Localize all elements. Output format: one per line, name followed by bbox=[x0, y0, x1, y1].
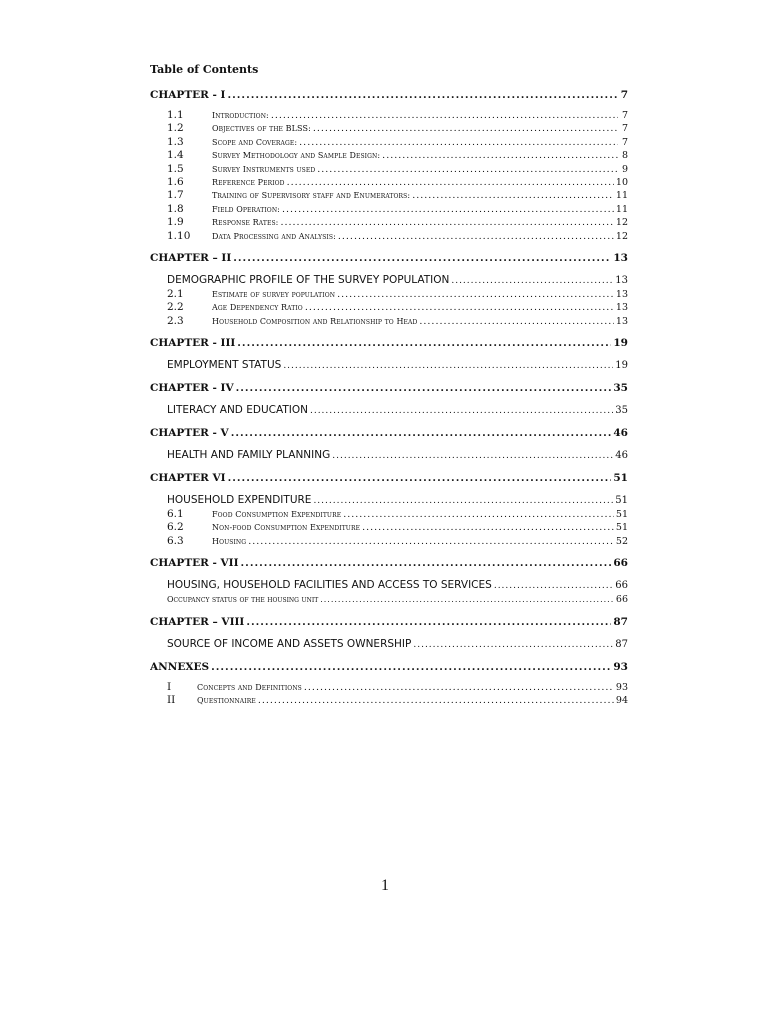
toc-entry[interactable] bbox=[150, 109, 628, 122]
entry-title: Introduction: bbox=[212, 111, 269, 120]
entry-page: 12 bbox=[615, 217, 628, 229]
chapter-main-entry[interactable] bbox=[150, 402, 628, 418]
entry-number: 1.7 bbox=[167, 189, 184, 202]
chapter-heading[interactable] bbox=[150, 425, 628, 441]
chapter-title: CHAPTER - VII bbox=[150, 557, 239, 570]
chapter-page: 19 bbox=[613, 337, 628, 350]
entry-page: 51 bbox=[615, 522, 628, 534]
chapter-page: 93 bbox=[613, 660, 628, 673]
entry-number: 6.3 bbox=[167, 534, 184, 547]
entry-title: Estimate of survey population bbox=[212, 289, 336, 299]
chapter-main-entry[interactable] bbox=[150, 492, 628, 508]
entry-page: 13 bbox=[615, 288, 628, 300]
entry-title: Food Consumption Expenditure bbox=[212, 510, 342, 520]
chapter-main-entry[interactable] bbox=[150, 357, 628, 373]
chapter-main-entry[interactable] bbox=[150, 577, 628, 593]
toc-entry[interactable] bbox=[150, 230, 628, 243]
entry-title: Field Operation: bbox=[212, 204, 280, 214]
chapter-page: 66 bbox=[613, 557, 628, 570]
entry-number: 2.1 bbox=[167, 287, 184, 300]
entry-page: 51 bbox=[615, 509, 628, 521]
entry-number: 1.1 bbox=[167, 109, 184, 121]
entry-number: 1.2 bbox=[167, 122, 184, 135]
toc-entry[interactable] bbox=[150, 508, 628, 521]
main-entry-title: EMPLOYMENT STATUS bbox=[167, 359, 282, 372]
entry-title: Occupancy status of the housing unit bbox=[167, 595, 319, 605]
main-entry-title: SOURCE OF INCOME AND ASSETS OWNERSHIP bbox=[167, 637, 412, 650]
toc-entry[interactable] bbox=[150, 216, 628, 229]
toc-entry[interactable] bbox=[150, 521, 628, 534]
chapter-title: CHAPTER - V bbox=[150, 427, 229, 440]
toc-entry[interactable] bbox=[150, 694, 628, 707]
chapter-page: 87 bbox=[613, 615, 628, 628]
entry-title: Concepts and Definitions bbox=[197, 682, 302, 692]
entry-page: 7 bbox=[621, 136, 628, 148]
entry-number: 2.3 bbox=[167, 314, 184, 327]
chapter-heading[interactable] bbox=[150, 555, 628, 571]
entry-title: Response Rates: bbox=[212, 218, 279, 228]
chapter-heading[interactable] bbox=[150, 614, 628, 630]
main-entry-page: 87 bbox=[615, 638, 628, 650]
chapter-main-entry[interactable] bbox=[150, 272, 628, 288]
chapter-page: 46 bbox=[613, 427, 628, 440]
entry-title: Survey Methodology and Sample Design: bbox=[212, 151, 381, 161]
entry-page: 11 bbox=[615, 190, 628, 202]
entry-page: 11 bbox=[615, 203, 628, 215]
entry-page: 10 bbox=[615, 176, 628, 188]
chapter-heading[interactable] bbox=[150, 380, 628, 396]
chapter-title: CHAPTER VI bbox=[150, 472, 226, 485]
toc-entry[interactable] bbox=[150, 681, 628, 694]
entry-number: 1.3 bbox=[167, 135, 184, 148]
entry-page: 12 bbox=[615, 230, 628, 242]
chapter-page: 35 bbox=[613, 382, 628, 395]
main-entry-page: 35 bbox=[615, 405, 628, 417]
entry-page: 94 bbox=[615, 695, 628, 707]
entry-number: 1.4 bbox=[167, 149, 184, 162]
chapter-page: 7 bbox=[620, 89, 628, 101]
toc-entry[interactable] bbox=[150, 315, 628, 328]
toc-entry[interactable] bbox=[150, 189, 628, 202]
annexes-heading[interactable] bbox=[150, 659, 628, 675]
entry-page: 13 bbox=[615, 315, 628, 327]
chapter-heading[interactable] bbox=[150, 250, 628, 266]
entry-page: 13 bbox=[615, 302, 628, 314]
entry-number: 6.1 bbox=[167, 508, 184, 521]
main-entry-title: DEMOGRAPHIC PROFILE OF THE SURVEY POPULATION bbox=[167, 273, 450, 286]
chapter-heading[interactable] bbox=[150, 335, 628, 351]
toc-entry[interactable] bbox=[150, 176, 628, 189]
entry-page: 8 bbox=[621, 150, 628, 162]
entry-number: II bbox=[167, 694, 176, 707]
chapter-page: 13 bbox=[613, 251, 628, 264]
chapter-page: 51 bbox=[613, 472, 628, 485]
entry-number: 1.5 bbox=[167, 162, 184, 175]
chapter-heading[interactable] bbox=[150, 87, 628, 103]
entry-page: 9 bbox=[621, 163, 628, 175]
entry-number: 1.8 bbox=[167, 202, 184, 215]
entry-title: Survey Instruments used bbox=[212, 164, 316, 174]
chapter-title: CHAPTER – VIII bbox=[150, 615, 245, 628]
main-entry-page: 46 bbox=[615, 450, 628, 462]
entry-number: 2.2 bbox=[167, 301, 184, 314]
entry-title: Objectives of the BLSS: bbox=[212, 124, 311, 134]
chapter-title: ANNEXES bbox=[150, 660, 210, 673]
entry-title: Questionnaire bbox=[197, 696, 256, 706]
entry-page: 7 bbox=[621, 123, 628, 135]
toc-entry[interactable] bbox=[150, 593, 628, 606]
main-entry-page: 19 bbox=[615, 360, 628, 372]
main-entry-page: 51 bbox=[615, 495, 628, 507]
chapter-title: CHAPTER - III bbox=[150, 337, 236, 350]
toc-entry[interactable] bbox=[150, 149, 628, 162]
toc-entry[interactable] bbox=[150, 136, 628, 149]
entry-page: 7 bbox=[621, 110, 628, 121]
entry-number: 1.9 bbox=[167, 216, 184, 229]
main-entry-title: HEALTH AND FAMILY PLANNING bbox=[167, 449, 331, 462]
entry-page: 66 bbox=[615, 594, 628, 606]
entry-title: Housing bbox=[212, 536, 247, 546]
entry-title: Training of Supervisory staff and Enumerators: bbox=[212, 191, 411, 201]
entry-number: 1.6 bbox=[167, 175, 184, 188]
toc-page bbox=[150, 62, 628, 707]
page-number: 1 bbox=[381, 877, 389, 894]
main-entry-title: HOUSING, HOUSEHOLD FACILITIES AND ACCESS TO SERVICES bbox=[167, 579, 492, 592]
entry-title: Scope and Coverage: bbox=[212, 137, 298, 147]
main-entry-title: LITERACY AND EDUCATION bbox=[167, 404, 308, 417]
chapter-main-entry[interactable] bbox=[150, 636, 628, 652]
entry-title: Data Processing and Analysis: bbox=[212, 231, 336, 241]
entry-title: Non-food Consumption Expenditure bbox=[212, 523, 361, 533]
chapter-title: CHAPTER - I bbox=[150, 89, 226, 101]
toc-title: Table of Contents bbox=[150, 63, 259, 76]
toc-entry[interactable] bbox=[150, 535, 628, 548]
entry-number: 6.2 bbox=[167, 521, 184, 534]
chapter-heading[interactable] bbox=[150, 470, 628, 486]
chapter-title: CHAPTER – II bbox=[150, 251, 232, 264]
main-entry-page: 13 bbox=[615, 274, 628, 286]
entry-number: 1.10 bbox=[167, 229, 191, 242]
toc-entry[interactable] bbox=[150, 163, 628, 176]
entry-title: Age Dependency Ratio bbox=[212, 303, 303, 313]
toc-entry[interactable] bbox=[150, 288, 628, 301]
toc-entry[interactable] bbox=[150, 122, 628, 135]
main-entry-title: HOUSEHOLD EXPENDITURE bbox=[167, 494, 312, 507]
toc-entry[interactable] bbox=[150, 203, 628, 216]
entry-number: I bbox=[167, 680, 172, 693]
main-entry-page: 66 bbox=[615, 580, 628, 592]
entry-title: Household Composition and Relationship to Head bbox=[212, 316, 418, 326]
chapter-title: CHAPTER - IV bbox=[150, 382, 234, 395]
entry-page: 93 bbox=[615, 681, 628, 693]
entry-page: 52 bbox=[615, 535, 628, 547]
chapter-main-entry[interactable] bbox=[150, 447, 628, 463]
entry-title: Reference Period bbox=[212, 177, 285, 187]
toc-entry[interactable] bbox=[150, 301, 628, 314]
